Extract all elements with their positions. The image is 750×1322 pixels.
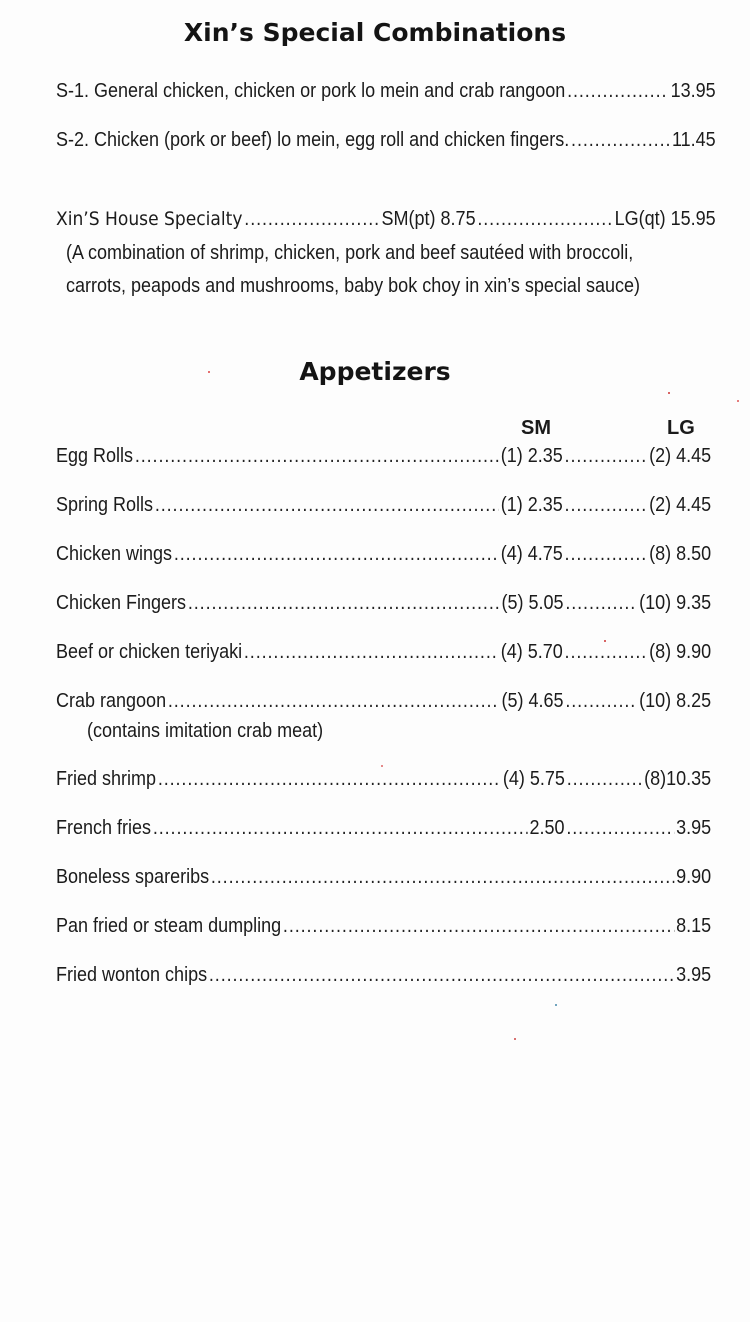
appetizer-name: French fries — [56, 817, 152, 839]
appetizer-sm-price: (4) 5.70 — [500, 641, 563, 663]
house-specialty — [56, 208, 716, 231]
dot-leader — [153, 817, 528, 840]
appetizer-lg-price: 3.95 — [676, 817, 712, 839]
appetizer-row — [56, 641, 711, 664]
dot-leader — [168, 690, 500, 713]
dot-leader — [565, 690, 637, 713]
appetizer-row — [56, 690, 711, 713]
dot-leader — [565, 592, 637, 615]
appetizer-sm-price: (4) 5.75 — [502, 768, 565, 790]
appetizer-name: Crab rangoon — [56, 690, 167, 712]
appetizer-name: Fried wonton chips — [56, 964, 208, 986]
combo-item-s1 — [56, 80, 716, 103]
dot-leader — [565, 445, 648, 468]
dot-leader — [567, 80, 669, 103]
appetizer-lg-price: (8) 9.90 — [649, 641, 712, 663]
appetizer-lg-price: (10) 8.25 — [639, 690, 712, 712]
appetizer-name: Beef or chicken teriyaki — [56, 641, 243, 663]
appetizer-name: Chicken wings — [56, 543, 173, 565]
appetizer-name: Spring Rolls — [56, 494, 154, 516]
combo-item-name: S-1. General chicken, chicken or pork lo mein and crab rangoon — [56, 80, 566, 102]
appetizer-row — [56, 866, 711, 889]
scan-speck — [381, 765, 383, 767]
combo-item-name: S-2. Chicken (pork or beef) lo mein, egg roll and chicken fingers. — [56, 129, 570, 151]
column-header-lg: LG — [667, 417, 695, 439]
appetizers-heading: Appetizers — [299, 357, 451, 386]
appetizer-row — [56, 445, 711, 468]
appetizer-row — [56, 964, 711, 987]
appetizer-lg-price: (2) 4.45 — [649, 445, 712, 467]
appetizer-row — [56, 915, 711, 938]
dot-leader — [188, 592, 500, 615]
scan-speck — [737, 400, 739, 402]
appetizer-row — [56, 543, 711, 566]
combinations-heading: Xin’s Special Combinations — [183, 18, 567, 47]
appetizer-sm-price: (5) 5.05 — [501, 592, 564, 614]
appetizer-note: (contains imitation crab meat) — [87, 720, 324, 742]
house-specialty-description-line1: (A combination of shrimp, chicken, pork and beef sautéed with broccoli, — [66, 242, 634, 264]
combo-item-price: 13.95 — [670, 80, 716, 102]
scan-speck — [555, 1004, 557, 1006]
appetizer-lg-price: (10) 9.35 — [639, 592, 712, 614]
dot-leader — [565, 641, 648, 664]
dot-leader — [571, 129, 670, 152]
dot-leader — [244, 641, 499, 664]
scan-speck — [514, 1038, 516, 1040]
appetizer-lg-price: (8) 8.50 — [649, 543, 712, 565]
dot-leader — [567, 768, 643, 791]
appetizer-price: 3.95 — [676, 964, 712, 986]
appetizer-lg-price: (8)10.35 — [644, 768, 712, 790]
dot-leader — [565, 494, 648, 517]
appetizer-sm-price: 2.50 — [529, 817, 565, 839]
appetizer-name: Fried shrimp — [56, 768, 157, 790]
dot-leader — [477, 208, 612, 231]
appetizer-name: Boneless spareribs — [56, 866, 210, 888]
house-specialty-lg-price: LG(qt) 15.95 — [614, 208, 716, 230]
appetizer-sm-price: (5) 4.65 — [501, 690, 564, 712]
house-specialty-description-line2: carrots, peapods and mushrooms, baby bok choy in xin’s special sauce) — [66, 275, 640, 297]
dot-leader — [566, 817, 674, 840]
appetizer-name: Egg Rolls — [56, 445, 134, 467]
appetizer-name: Pan fried or steam dumpling — [56, 915, 282, 937]
scan-speck — [208, 371, 210, 373]
house-specialty-name: Xin’S House Specialty — [56, 208, 243, 230]
appetizer-sm-price: (4) 4.75 — [500, 543, 563, 565]
appetizer-row — [56, 494, 711, 517]
dot-leader — [174, 543, 499, 566]
house-specialty-sm-price: SM(pt) 8.75 — [381, 208, 476, 230]
dot-leader — [158, 768, 501, 791]
dot-leader — [211, 866, 674, 889]
dot-leader — [209, 964, 674, 987]
appetizer-price: 8.15 — [676, 915, 712, 937]
appetizer-name: Chicken Fingers — [56, 592, 187, 614]
dot-leader — [155, 494, 499, 517]
dot-leader — [135, 445, 499, 468]
appetizer-lg-price: (2) 4.45 — [649, 494, 712, 516]
appetizer-sm-price: (1) 2.35 — [500, 445, 563, 467]
scan-speck — [668, 392, 670, 394]
appetizer-row — [56, 817, 711, 840]
combo-item-price: 11.45 — [671, 129, 716, 151]
dot-leader — [565, 543, 648, 566]
dot-leader — [244, 208, 379, 231]
appetizer-price: 9.90 — [676, 866, 712, 888]
column-header-sm: SM — [521, 417, 551, 439]
appetizer-row — [56, 592, 711, 615]
appetizer-row — [56, 768, 711, 791]
appetizer-sm-price: (1) 2.35 — [500, 494, 563, 516]
combo-item-s2 — [56, 129, 716, 152]
dot-leader — [283, 915, 674, 938]
scan-speck — [604, 640, 606, 642]
